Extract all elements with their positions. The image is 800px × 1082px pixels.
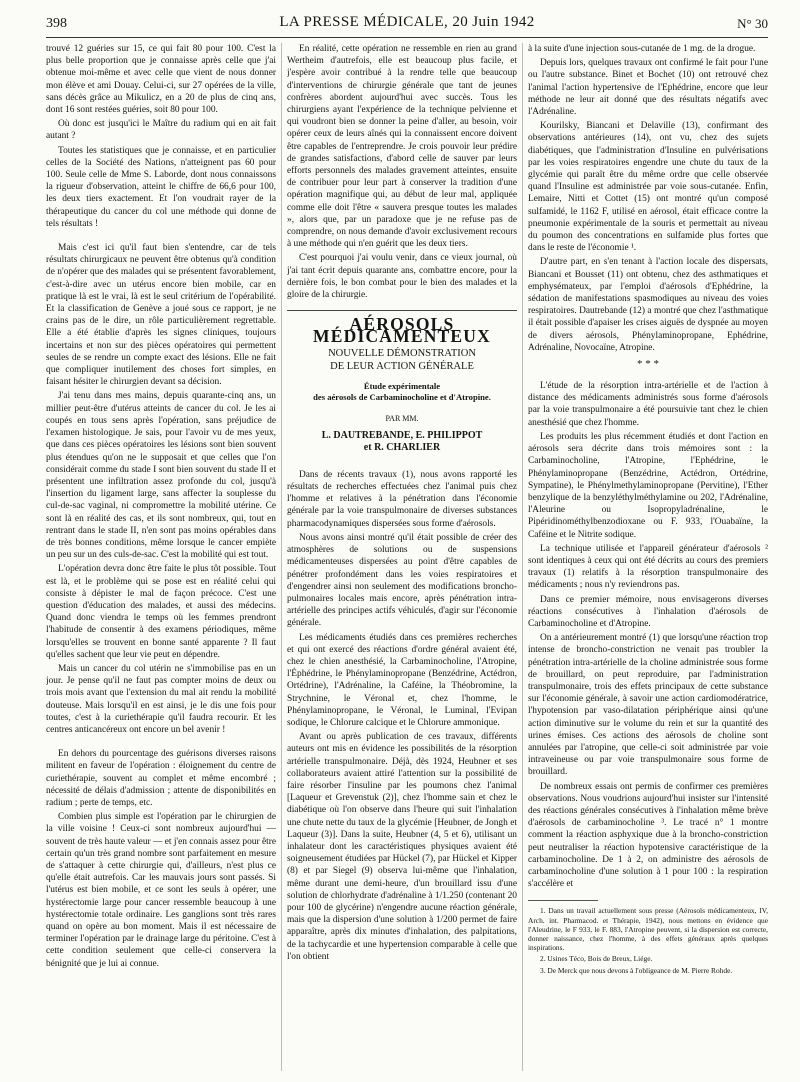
page-header <box>46 14 768 36</box>
article-subtitle-line: NOUVELLE DÉMONSTRATION <box>328 347 476 359</box>
byline-prefix: PAR MM. <box>385 413 419 423</box>
article-separator <box>287 310 517 311</box>
paragraph: La technique utilisée et l'appareil générateur d'aérosols ² sont identiques à ceux qui ont été décrits au cours des premiers travaux (1) relatifs à la résorption transpulmonaire des médicaments ; nous n'y reviendrons pas. <box>528 543 768 591</box>
authors-line: et R. CHARLIER <box>363 442 441 454</box>
article-authors <box>287 430 517 455</box>
paragraph: Depuis lors, quelques travaux ont confirmé le fait pour l'une ou l'autre substance. Binet et Bochet (10) ont retrouvé chez l'animal l'action hypertensive de l'Ephédrine, encore que leur méthode ne leur ait donné que des résultats négatifs avec l'Adrénaline. <box>528 58 768 118</box>
authors-line: L. DAUTREBANDE, E. PHILIPPOT <box>321 429 483 441</box>
issue-number: N° 30 <box>737 16 768 31</box>
paragraph: Où donc est jusqu'ici le Maître du radium qui en ait fait autant ? <box>46 119 276 142</box>
header-rule <box>46 37 768 38</box>
paragraph: On a antérieurement montré (1) que lorsqu'une réaction trop intense de broncho-constriction ne venait pas troubler la pénétration intra-artérielle de la choline administrée sous forme de brouillard, on peut reproduire, par l'administration transpulmonaire, trois des effets principaux de cette substance sur l'économie générale, à savoir une action cardiomodératrice, l'hypotension par vaso-dilatation périphérique ainsi qu'une action diminutive sur le volume du rein et sur la quantité des urines émises. Ces actions des aérosols de choline sont annulées par l'atropine, que celle-ci soit administrée par voie intraveineuse ou par voie transpulmonaire sous forme de brouillard. <box>528 633 768 778</box>
paragraph: Mais c'est ici qu'il faut bien s'entendre, car de tels résultats chirurgicaux ne peuvent être obtenus qu'à condition de n'opérer que des malades qui se présentent favorablement, c'est-à-dire avec un utérus encore bien mobile, car en pratique là est le vrai, là est le seul critérium de l'opérabilité. Et la classification de Genève a joué sous ce rapport, je ne crains pas de le dire, un rôle particulièrement regrettable. Elle a été établie d'après les signes cliniques, toujours incertains et non sur des pièces opératoires qui permettent seules de se rendre un compte exact des lésions. Elle ne fait que compliquer inutilement des choses fort simples, en faisant hésiter le chirurgien devant sa décision. <box>46 243 276 388</box>
journal-title: LA PRESSE MÉDICALE, 20 Juin 1942 <box>279 14 535 30</box>
article-subtitle-line: DE LEUR ACTION GÉNÉRALE <box>330 360 474 372</box>
paragraph: Mais un cancer du col utérin ne s'immobilise pas en un jour. Je pense qu'il ne faut pas compter moins de deux ou trois mois avant que l'extension du mal ait rendu la mobilité douteuse. Mais lorsqu'il en est ainsi, je le dis une fois pour toutes, c'est à la curiethérapie qu'il faudra recourir. Et les centres anticancéreux ont encore un bel avenir ! <box>46 663 276 735</box>
paragraph: Combien plus simple est l'opération par le chirurgien de la ville voisine ! Ceux-ci sont nombreux aujourd'hui — souvent de très haute valeur — et j'en connais assez pour être certain qu'un très grand nombre sont parfaitement en mesure de s'attaquer à cette chirurgie qui, d'ailleurs, n'est plus ce qu'elle était autrefois. Car les mauvais jours sont passés. Si l'utérus est bien mobile, et ce sont les seuls à opérer, une hystérectomie large pour cancer ressemble beaucoup à une hystérectomie totale ordinaire. Les ganglions sont très rares quand on opère au bon moment. Mais il est nécessaire de terminer l'opération par le drainage large du péritoine. C'est à cette condition seulement que celle-ci conservera la bénignité que je lui ai connue. <box>46 812 276 969</box>
article-title: AÉROSOLS MÉDICAMENTEUX <box>313 314 491 347</box>
column-divider <box>522 43 523 1071</box>
column-divider <box>281 43 282 1071</box>
paragraph: L'opération devra donc être faite le plus tôt possible. Tout est là, et le problème qui se pose est en réalité celui qui consiste à dépister le mal de façon précoce. C'est une question d'éducation des malades, et aussi des médecins. Quand donc viendra le temps où les femmes prendront l'habitude de consentir à des examens périodiques, même lorsqu'elles se trouvent en bonne santé apparente ? Il faut qu'elles sachent que leur vie peut en dépendre. <box>46 564 276 660</box>
paragraph: Kourilsky, Biancani et Delaville (13), confirmant des observations antérieures (14), ont vu, chez des sujets diabétiques, que l'administration d'Insuline en pulvérisations par les voies respiratoires engendre une chute du taux de la glycémie qui paraît être du même ordre que celle observée quand l'Insuline est administrée par voie sous-cutanée. Enfin, Lemaire, Nitti et Cottet (15) ont montré qu'un composé sulfamidé, le 1162 F, utilisé en aérosol, était efficace contre la pneumonie expérimentale de la souris et permettait au niveau du poumon des concentrations en sulfamide plus fortes que dans le reste de l'économie ¹. <box>528 121 768 254</box>
paragraph: Les médicaments étudiés dans ces premières recherches et qui ont exercé des réactions d'ordre général avaient été, chez le chien anesthésié, la Carbaminocholine, l'Atropine, l'Éphédrine, le Phénylaminopropane (Benzédrine, Actédron, Ortédrine), l'Adrénaline, la Caféine, la Théobromine, la Strychnine, le Véronal et, chez l'homme, le Phénylaminopropane, le Véronal, le Luminal, l'Evipan sodique, le Chlorure calcique et le Chlorure ammonique. <box>287 632 517 728</box>
study-line: Étude expérimentale <box>363 380 441 391</box>
column-2 <box>287 43 517 1073</box>
paragraph: Dans de récents travaux (1), nous avons rapporté les résultats de recherches effectuées chez l'animal puis chez l'homme et relatives à la pénétration dans l'économie générale par la voie transpulmonaire de diverses substances pharmacodynamiques dispersées sous forme d'aérosols. <box>287 469 517 529</box>
column-1 <box>46 43 276 1073</box>
paragraph: Nous avons ainsi montré qu'il était possible de créer des atmosphères de solutions ou de suspensions médicamenteuses dispersées au point d'être capables de pénétrer profondément dans les voies respiratoires et d'engendrer ainsi non seulement des modifications broncho-pulmonaires locales mais encore, après pénétration intra-artérielle des principes actifs véhiculés, d'agir sur l'économie générale. <box>287 532 517 629</box>
article-study-note <box>287 381 517 403</box>
paragraph: C'est pourquoi j'ai voulu venir, dans ce vieux journal, où j'ai tant écrit depuis quarante ans, combattre encore, pour la dernière fois, le bon combat pour le bien des malades et la gloire de la chirurgie. <box>287 253 517 301</box>
paragraph: J'ai tenu dans mes mains, depuis quarante-cinq ans, un millier peut-être d'utérus atteints de cancer du col. Je les ai coupés en tous sens après l'opération, sans préjudice de l'examen histologique. Je sais, pour l'avoir vu de mes yeux, que dans ces pièces opératoires les lésions sont bien souvent plus étendues qu'on ne le supposait et que celles que l'on considérait comme du stade I sont bien souvent du stade II et présentent une infiltration assez profonde du col, jusqu'à l'insertion du ligament large, sans affecter la souplesse du cul-de-sac vaginal, ni compromettre la mobilité utérine. Ce sont là en réalité des cas, et ils sont nombreux, qui, tout en rentrant dans le stade II, n'en sont pas moins opérables dans de très bonnes conditions, même lorsque le cancer empiète un peu sur un des culs-de-sac. C'est la mobilité qui est tout. <box>46 391 276 561</box>
footnote: 1. Dans un travail actuellement sous presse (Aérosols médicamenteux, IV, Arch. int. Pharmacod. et Thérapie, 1942), nous mettons en évidence que l'Aleudrine, le F 933, le F. 883, l'Atropine peuvent, si la dispersion est correcte, donner naissance, chez l'homme, à des effets généraux après quelques inspirations. <box>528 906 768 953</box>
paragraph: L'étude de la résorption intra-artérielle et de l'action à distance des médicaments administrés sous forme d'aérosols par la voie transpulmonaire a été poursuivie tant chez le chien anesthésié que chez l'homme. <box>528 381 768 428</box>
paragraph: D'autre part, en s'en tenant à l'action locale des dispersats, Biancani et Bousset (11) ont obtenu, chez des asthmatiques et emphysémateux, par l'emploi d'aérosols d'Ephédrine, la sédation de manifestations spasmodiques au niveau des voies respiratoires. Dautrebande (12) a montré que chez l'asthmatique il était possible d'apaiser les crises aiguës de dyspnée au moyen de divers aérosols, Phénylaminopropane, Ephédrine, Adrénaline, Novocaïne, Atropine. <box>528 257 768 353</box>
page-number: 398 <box>46 16 67 31</box>
paragraph: Toutes les statistiques que je connaisse, et en particulier celles de la Société des Nations, n'atteignent pas 60 pour 100. Seule celle de Mme S. Laborde, dont nous connaissons la rigueur d'observation, atteint le chiffre de 66,6 pour 100, les deux tiers exactement. Et l'on voudrait rayer de la thérapeutique du cancer du col une méthode qui donne de tels résultats ! <box>46 145 276 229</box>
footnote: 3. De Merck que nous devons à l'obligeance de M. Pierre Rohde. <box>540 965 733 975</box>
section-separator-stars: * * * <box>637 358 659 371</box>
paragraph: Les produits les plus récemment étudiés et dont l'action en aérosols sera décrite dans trois mémoires sont : la Carbaminocholine, l'Atropine, l'Ephédrine, le Phénylaminopropane (Benzédrine, Actédron, Ortédrine, Sympatine), le Phénylmethylaminopropane (Pervitine), l'Ether benzylique de la benzyléthylméthylamine ou 202, l'Adrénaline, l'Aleurine ou Isopropyladrénaline, le Pipéridinométhylbenzodioxane ou F. 933, l'Ouabaïne, la Caféine et le Nitrite sodique. <box>528 431 768 540</box>
paragraph: De nombreux essais ont permis de confirmer ces premières observations. Nous voudrions aujourd'hui insister sur l'intensité des réactions générales consécutives à l'inhalation même brève d'aérosols de carbaminocholine ³. Le tracé n° 1 montre comment la réaction asphyxique due à la broncho-constriction peut neutraliser la réaction hypotensive caractéristique de la carbaminocholine. De 1 à 2, on administre des aérosols de carbaminocholine d'une solution à 1 pour 100 : la respiration s'accélère et <box>528 781 768 890</box>
footnote: 2. Usines Téco, Bois de Breux, Liége. <box>540 954 653 964</box>
paragraph: Dans ce premier mémoire, nous envisagerons diverses réactions consécutives à l'inhalation d'aérosols de Carbaminocholine et d'Atropine. <box>528 594 768 629</box>
article-subtitle <box>287 347 517 373</box>
footnote-rule <box>528 900 598 901</box>
paragraph: trouvé 12 guéries sur 15, ce qui fait 80 pour 100. C'est la plus belle proportion que je connaisse après celle que j'ai obtenue moi-même et avec celle que vient de nous donner mon élève et ami Douay. Celui-ci, sur 27 opérées de la ville, sans décès grâce au Mikulicz, en a 20 de plus de cinq ans, dont 16 sont restées guéries, soit 80 pour 100. <box>46 44 276 116</box>
paragraph: En réalité, cette opération ne ressemble en rien au grand Wertheim d'autrefois, elle est beaucoup plus facile, et j'espère avoir contribué à la rendre telle que beaucoup d'interventions de chirurgie générale que tant de jeunes confrères abordent aujourd'hui avec succès. Tous les chirurgiens ayant l'expérience de la technique pelvienne et qui voudront bien se donner la peine d'aller, au besoin, voir opérer ceux de leurs aînés qui la connaissent encore doivent être capables de l'entreprendre. Je crois pouvoir leur prédire de grandes satisfactions, d'abord celle de sauver par leurs efforts personnels des malades gravement atteintes, ensuite de contribuer pour leur part à conserver la tradition d'une opération magnifique qui, au début de leur mal, appliquée comme elle doit l'être « sauvera presque toutes les malades », alors que, par un paradoxe que je ne refuse pas de comprendre, on nous demande d'avoir exclusivement recours à une méthode qui n'en guérit que les deux tiers. <box>287 44 517 250</box>
study-line: des aérosols de Carbaminocholine et d'Atropine. <box>313 391 491 402</box>
paragraph: à la suite d'une injection sous-cutanée de 1 mg. de la drogue. <box>528 44 756 54</box>
paragraph: Avant ou après publication de ces travaux, différents auteurs ont mis en évidence les possibilités de la résorption artérielle transpulmonaire. Déjà, dès 1924, Heubner et ses collaborateurs avaient attiré l'attention sur la possibilité de faire résorber l'insuline par les poumons chez l'animal [Laqueur et Grevenstuk (2)], chez l'homme sain et chez le diabétique où l'on observe dans l'heure qui suit l'inhalation une chute nette du taux de la glycémie [Heubner, de Jongh et Laqueur (3)]. Dans la suite, Heubner (4, 5 et 6), utilisant un inhalateur dont les caractéristiques physiques avaient été soigneusement étudiées par Hückel (7), par Hückel et Kipper (8) et par Siegel (9) observa lui-même que l'inhalation, même durant une demi-heure, d'un brouillard issu d'une solution de chlorhydrate d'adrénaline à 1/1.250 (contenant 20 pour 100 de glycérine) n'engendre aucune réaction générale, mais que la dispersion d'une solution à 1/200 permet de faire apparaître, après dix minutes d'inhalation, des palpitations, de la tachycardie et une hypertension comparable à celle que l'on obtient <box>287 732 517 962</box>
paragraph: En dehors du pourcentage des guérisons diverses raisons militent en faveur de l'opération : éloignement du centre de curiethérapie, souvent au complet et même encombré ; nécessité de délais d'admission ; attente de disponibilités en radium ; perte de temps, etc. <box>46 749 276 808</box>
column-3 <box>528 43 768 1073</box>
